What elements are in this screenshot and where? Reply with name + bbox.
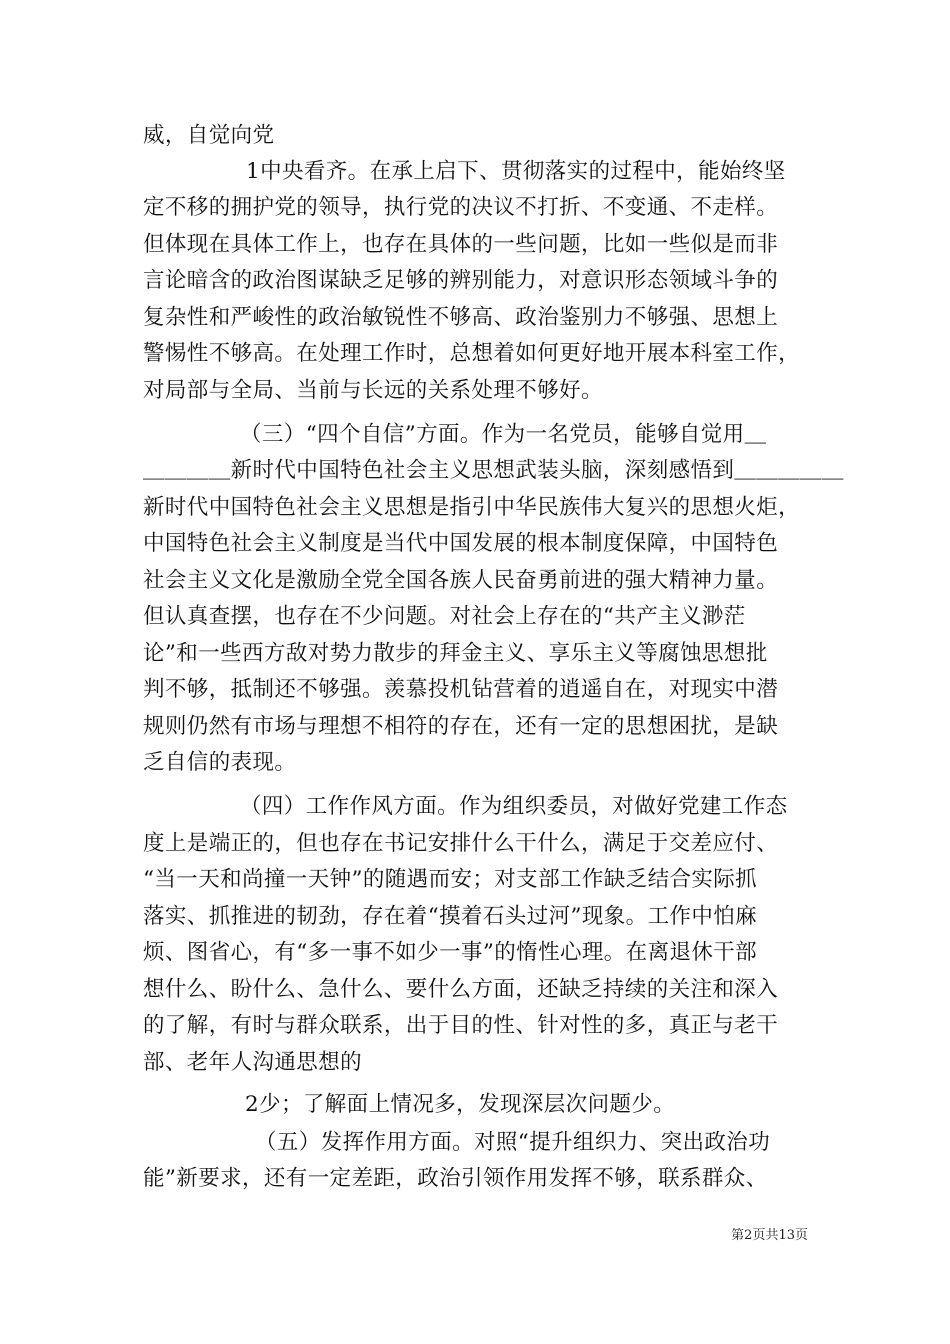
text-line: 中国特色社会主义制度是当代中国发展的根本制度保障，中国特色 [143, 531, 779, 556]
text-line: 规则仍然有市场与理想不相符的存在，还有一定的思想困扰，是缺 [143, 714, 779, 739]
text-line: 落实、抓推进的韧劲，存在着“摸着石头过河”现象。工作中怕麻 [143, 904, 758, 929]
text-line: 但认真查摆，也存在不少问题。对社会上存在的“共产主义渺茫 [143, 604, 746, 629]
text-line: 言论暗含的政治图谋缺乏足够的辨别能力，对意识形态领域斗争的 [143, 268, 779, 293]
text-line: 警惕性不够高。在处理工作时，总想着如何更好地开展本科室工作， [143, 341, 801, 366]
text-line: 威，自觉向党 [143, 123, 275, 148]
text-line: 度上是端正的，但也存在书记安排什么干什么，满足于交差应付、 [143, 831, 779, 856]
text-line: 判不够，抵制还不够强。羡慕投机钻营着的逍遥自在，对现实中潜 [143, 677, 779, 702]
text-line: ＿＿＿＿新时代中国特色社会主义思想武装头脑，深刻感悟到＿＿＿＿＿ [143, 458, 844, 483]
text-line: 1中央看齐。在承上启下、贯彻落实的过程中，能始终坚 [246, 159, 786, 184]
text-line: 能”新要求，还有一定差距，政治引领作用发挥不够，联系群众、 [143, 1166, 768, 1191]
text-line: 论”和一些西方敌对势力散步的拜金主义、享乐主义等腐蚀思想批 [143, 641, 768, 666]
text-line: 社会主义文化是激励全党全国各族人民奋勇前进的强大精神力量。 [143, 568, 779, 593]
text-line: 的了解，有时与群众联系，出于目的性、针对性的多，真正与老干 [143, 1013, 779, 1038]
text-line: 定不移的拥护党的领导，执行党的决议不打折、不变通、不走样。 [143, 195, 779, 220]
page-number: 第2页共13页 [731, 1228, 808, 1243]
text-line: 新时代中国特色社会主义思想是指引中华民族伟大复兴的思想火炬， [143, 495, 801, 520]
text-line: 部、老年人沟通思想的 [143, 1050, 363, 1075]
text-line: （三）“四个自信”方面。作为一名党员，能够自觉用＿ [240, 422, 767, 447]
text-line: 2少；了解面上情况多，发现深层次问题少。 [245, 1092, 676, 1117]
text-line: 复杂性和严峻性的政治敏锐性不够高、政治鉴别力不够强、思想上 [143, 305, 779, 330]
text-line: （五）发挥作用方面。对照“提升组织力、突出政治功 [255, 1130, 771, 1155]
text-line: 乏自信的表现。 [143, 750, 297, 775]
text-line: 想什么、盼什么、急什么、要什么方面，还缺乏持续的关注和深入 [143, 977, 779, 1002]
text-line: 对局部与全局、当前与长远的关系处理不够好。 [143, 378, 603, 403]
text-line: “当一天和尚撞一天钟”的随遇而安；对支部工作缺乏结合实际抓 [143, 867, 758, 892]
text-line: （四）工作作风方面。作为组织委员，对做好党建工作态 [240, 794, 788, 819]
text-line: 烦、图省心，有“多一事不如少一事”的惰性心理。在离退休干部 [143, 940, 758, 965]
text-line: 但体现在具体工作上，也存在具体的一些问题，比如一些似是而非 [143, 232, 779, 257]
